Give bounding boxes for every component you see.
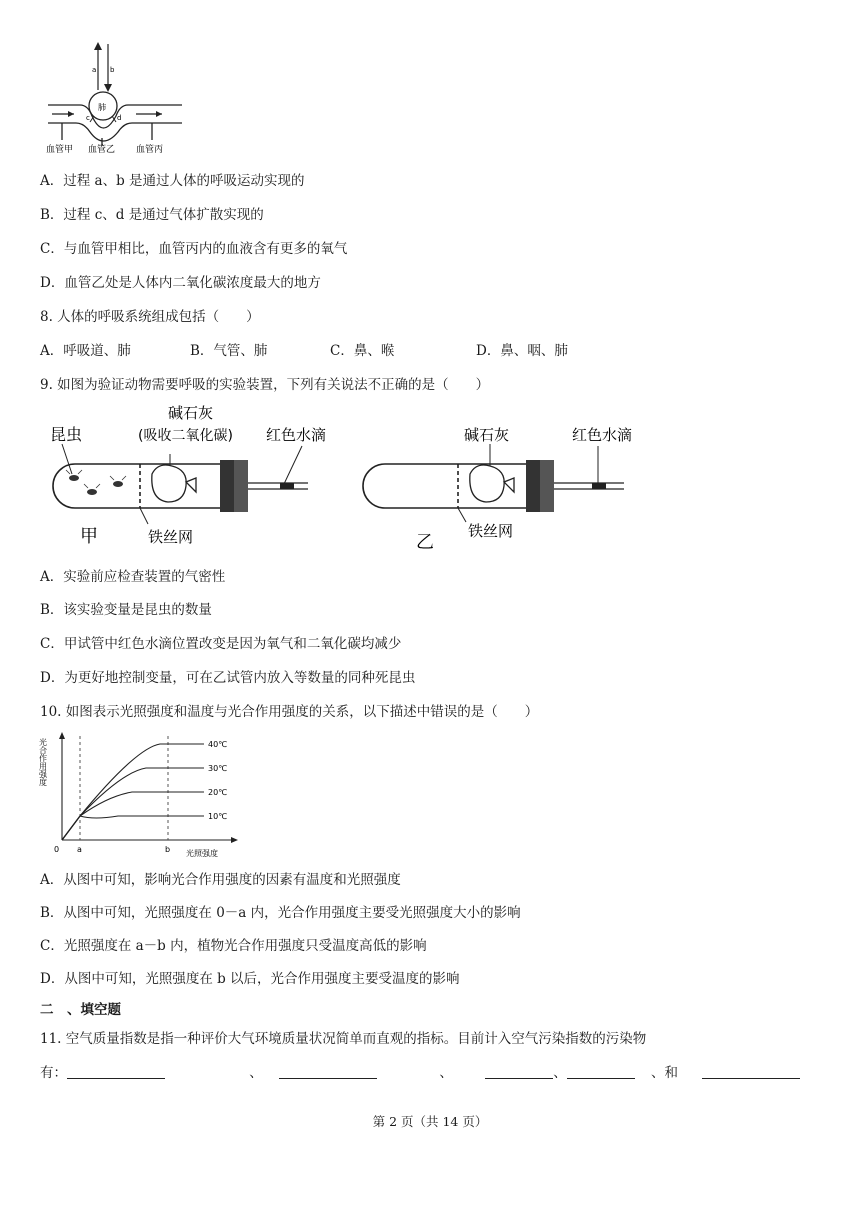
q11-blank-5[interactable] <box>702 1064 800 1079</box>
q11-sep-1: 、 <box>249 1065 263 1081</box>
label-b: b <box>110 66 115 74</box>
q11-blank-3[interactable] <box>485 1064 553 1079</box>
origin-label: 0 <box>54 845 60 854</box>
q11-blank-1[interactable] <box>67 1064 165 1079</box>
q10-option-c: C．光照强度在 a－b 内，植物光合作用强度只受温度高低的影响 <box>40 938 427 954</box>
x-tick-a: a <box>77 845 82 854</box>
mesh-label-yi: 铁丝网 <box>468 522 514 540</box>
respiration-apparatus-figure <box>40 400 650 552</box>
q7-option-b: B．过程 c、d 是通过气体扩散实现的 <box>40 207 264 223</box>
q9-option-a: A．实验前应检查装置的气密性 <box>40 569 226 585</box>
q7-option-c: C．与血管甲相比，血管丙内的血液含有更多的氧气 <box>40 241 348 257</box>
curve-30℃ <box>62 768 204 840</box>
q10-option-a: A．从图中可知，影响光合作用强度的因素有温度和光照强度 <box>40 872 401 888</box>
label-vessel-jia: 血管甲 <box>46 145 74 155</box>
curve-label-10℃: 10℃ <box>208 812 228 821</box>
x-tick-b: b <box>165 845 171 854</box>
q11-sep-3: 、 <box>553 1065 567 1081</box>
q11-blank-2[interactable] <box>279 1064 377 1079</box>
tube-label-yi: 乙 <box>416 532 434 553</box>
curve-10℃ <box>62 816 204 840</box>
label-vessel-yi: 血管乙 <box>88 145 116 155</box>
curve-label-30℃: 30℃ <box>208 764 228 773</box>
tube-label-jia: 甲 <box>80 526 98 547</box>
q11-sep-2: 、 <box>439 1065 453 1081</box>
q8-option-a: A．呼吸道、肺 <box>40 343 131 359</box>
lung-diagram <box>40 8 190 160</box>
q9-option-b: B．该实验变量是昆虫的数量 <box>40 602 212 618</box>
q11-stem: 11. 空气质量指数是指一种评价大气环境质量状况简单而直观的指标。目前计入空气污染指数的污染物 <box>40 1031 647 1047</box>
q7-option-d: D．血管乙处是人体内二氧化碳浓度最大的地方 <box>40 275 321 291</box>
soda-lime-label-jia: 碱石灰 <box>168 404 214 422</box>
q10-option-b: B．从图中可知，光照强度在 0－a 内，光合作用强度主要受光照强度大小的影响 <box>40 905 521 921</box>
soda-lime-label-yi: 碱石灰 <box>464 426 510 444</box>
q9-stem: 9. 如图为验证动物需要呼吸的实验装置，下列有关说法不正确的是（ ） <box>40 377 490 393</box>
q8-option-b: B．气管、肺 <box>190 343 268 359</box>
q11-lead: 有： <box>40 1065 67 1081</box>
label-d: d <box>117 114 122 122</box>
insect-label: 昆虫 <box>50 425 83 444</box>
label-a: a <box>92 66 97 74</box>
label-vessel-bing: 血管丙 <box>136 145 164 155</box>
q10-stem: 10. 如图表示光照强度和温度与光合作用强度的关系，以下描述中错误的是（ ） <box>40 704 539 720</box>
red-drop-label-yi: 红色水滴 <box>572 426 633 444</box>
q9-option-d: D．为更好地控制变量，可在乙试管内放入等数量的同种死昆虫 <box>40 670 416 686</box>
photosynthesis-chart <box>40 728 240 864</box>
curve-label-20℃: 20℃ <box>208 788 228 797</box>
q8-option-c: C．鼻、喉 <box>330 343 395 359</box>
label-lung: 肺 <box>98 103 106 112</box>
x-axis-label: 光照强度 <box>186 849 218 858</box>
soda-lime-note: (吸收二氧化碳) <box>138 428 233 444</box>
q11-sep-4: 、和 <box>650 1065 678 1081</box>
q10-option-d: D．从图中可知，光照强度在 b 以后，光合作用强度主要受温度的影响 <box>40 971 460 987</box>
label-c: c <box>86 114 90 122</box>
q7-option-a: A．过程 a、b 是通过人体的呼吸运动实现的 <box>40 173 305 189</box>
section-2-title: 二 、填空题 <box>40 1002 121 1018</box>
q8-option-d: D．鼻、咽、肺 <box>476 343 568 359</box>
y-axis-label: 光合作用强度 <box>38 738 48 786</box>
q11-answer-line <box>40 1064 800 1082</box>
page-footer: 第 2 页（共 14 页） <box>372 1114 488 1129</box>
q11-blank-4[interactable] <box>567 1064 635 1079</box>
q9-option-c: C．甲试管中红色水滴位置改变是因为氧气和二氧化碳均减少 <box>40 636 402 652</box>
mesh-label-jia: 铁丝网 <box>148 528 194 546</box>
q8-stem: 8. 人体的呼吸系统组成包括（ ） <box>40 309 260 325</box>
curve-label-40℃: 40℃ <box>208 740 228 749</box>
red-drop-label-jia: 红色水滴 <box>266 426 327 444</box>
